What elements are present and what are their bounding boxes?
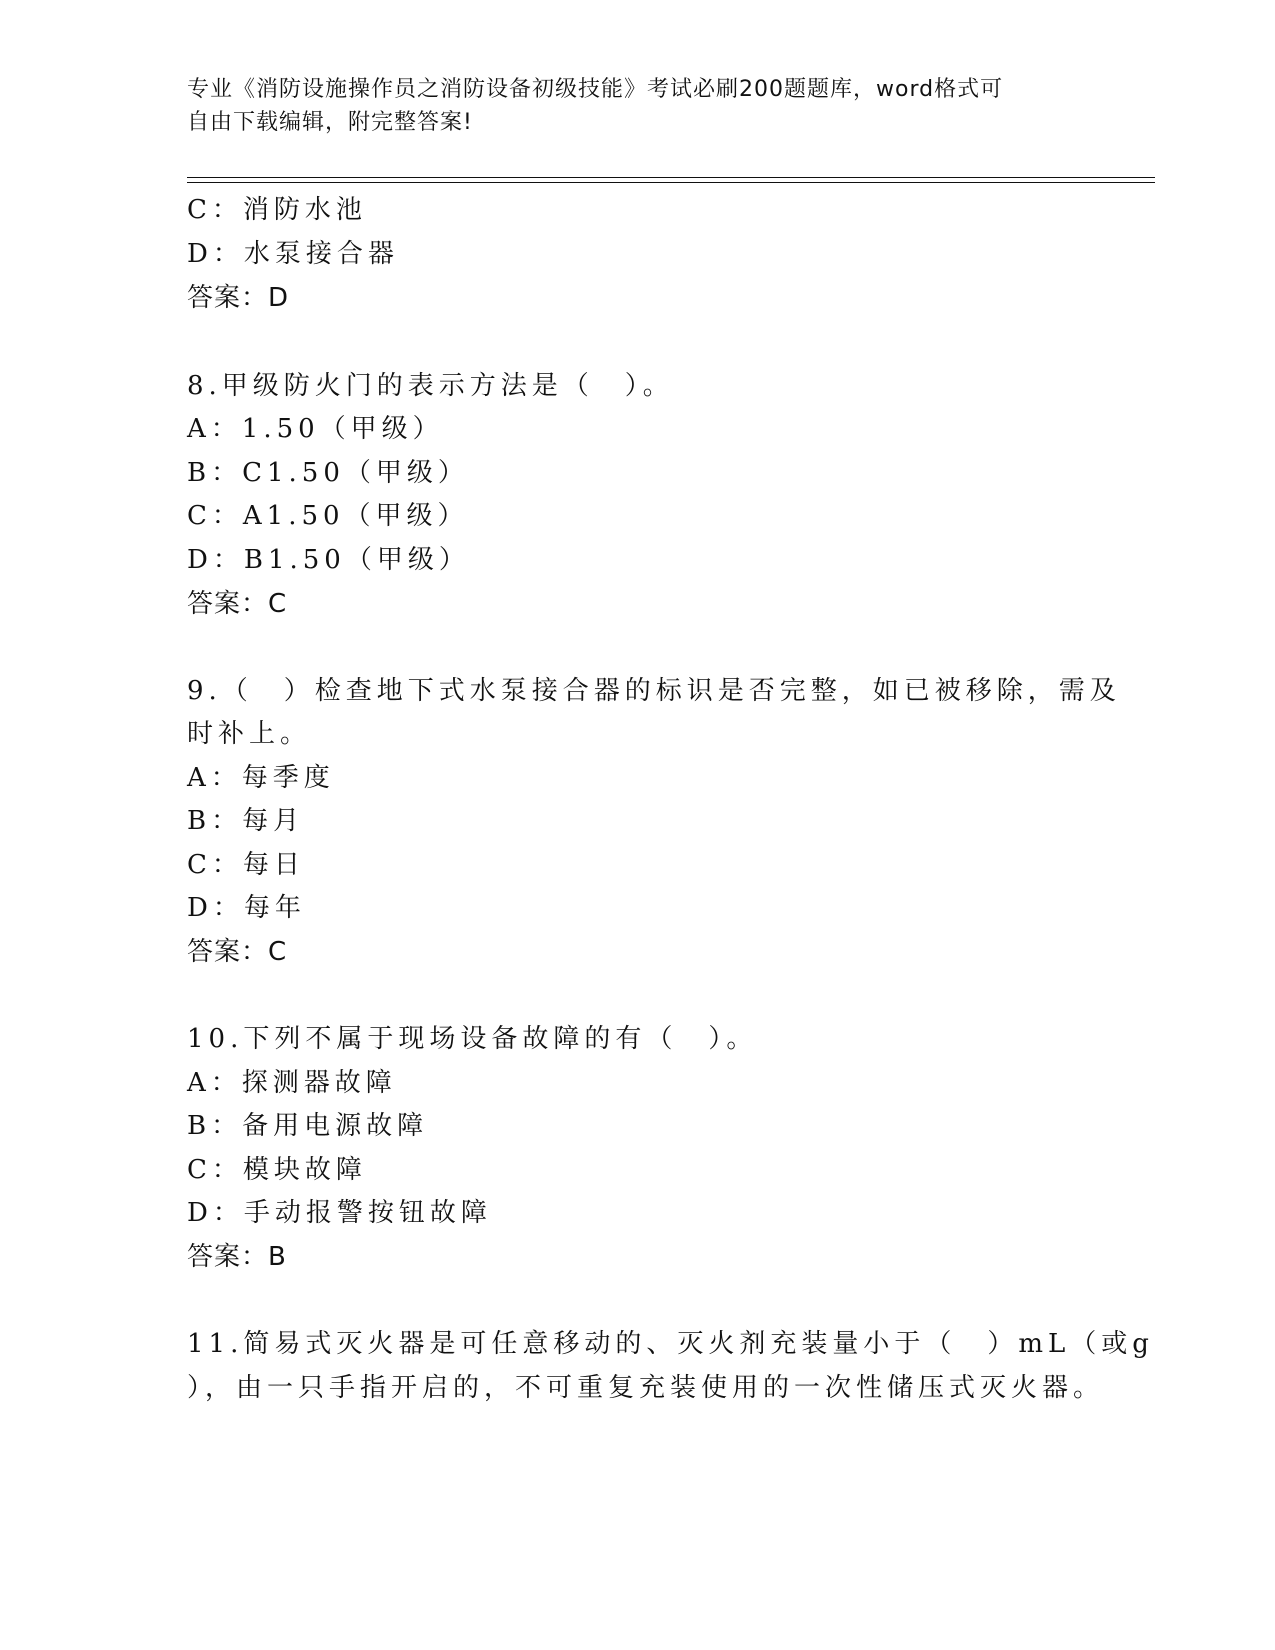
header-title-line-2: 自由下载编辑，附完整答案! xyxy=(187,110,473,135)
q9-option-d: D：每年 xyxy=(187,893,306,923)
q9-stem-line-2: 时补上。 xyxy=(187,719,312,749)
q10-option-d: D：手动报警按钮故障 xyxy=(187,1198,492,1228)
q9-answer: 答案：C xyxy=(187,937,288,967)
q7-option-d: D：水泵接合器 xyxy=(187,239,399,269)
header-divider-top xyxy=(187,177,1155,178)
q8-option-c: C：A1.50（甲级） xyxy=(187,501,469,531)
q8-answer: 答案：C xyxy=(187,589,288,619)
q10-option-b: B：备用电源故障 xyxy=(187,1111,429,1141)
header-title-line-1: 专业《消防设施操作员之消防设备初级技能》考试必刷200题题库，word格式可 xyxy=(187,77,1004,102)
q10-option-a: A：探测器故障 xyxy=(187,1068,397,1098)
q7-option-c: C：消防水池 xyxy=(187,195,367,225)
q8-option-a: A：1.50（甲级） xyxy=(187,414,444,444)
header-divider-bottom xyxy=(187,182,1155,183)
q11-stem-line-2: ），由一只手指开启的，不可重复充装使用的一次性储压式灭火器。 xyxy=(187,1373,1105,1403)
document-header xyxy=(187,73,1067,139)
q8-stem: 8.甲级防火门的表示方法是（ ）。 xyxy=(187,371,674,401)
q9-option-b: B：每月 xyxy=(187,806,305,836)
q11-stem-line-1: 11.简易式灭火器是可任意移动的、灭火剂充装量小于（ ）mL（或g xyxy=(187,1329,1154,1359)
q7-answer: 答案：D xyxy=(187,283,290,313)
q10-answer: 答案：B xyxy=(187,1242,287,1272)
q9-stem-line-1: 9.（ ）检查地下式水泵接合器的标识是否完整，如已被移除，需及 xyxy=(187,676,1121,706)
q9-option-c: C：每日 xyxy=(187,850,305,880)
q10-option-c: C：模块故障 xyxy=(187,1155,367,1185)
q8-option-b: B：C1.50（甲级） xyxy=(187,458,469,488)
q10-stem: 10.下列不属于现场设备故障的有（ ）。 xyxy=(187,1024,758,1054)
q9-option-a: A：每季度 xyxy=(187,763,335,793)
q8-option-d: D：B1.50（甲级） xyxy=(187,545,470,575)
